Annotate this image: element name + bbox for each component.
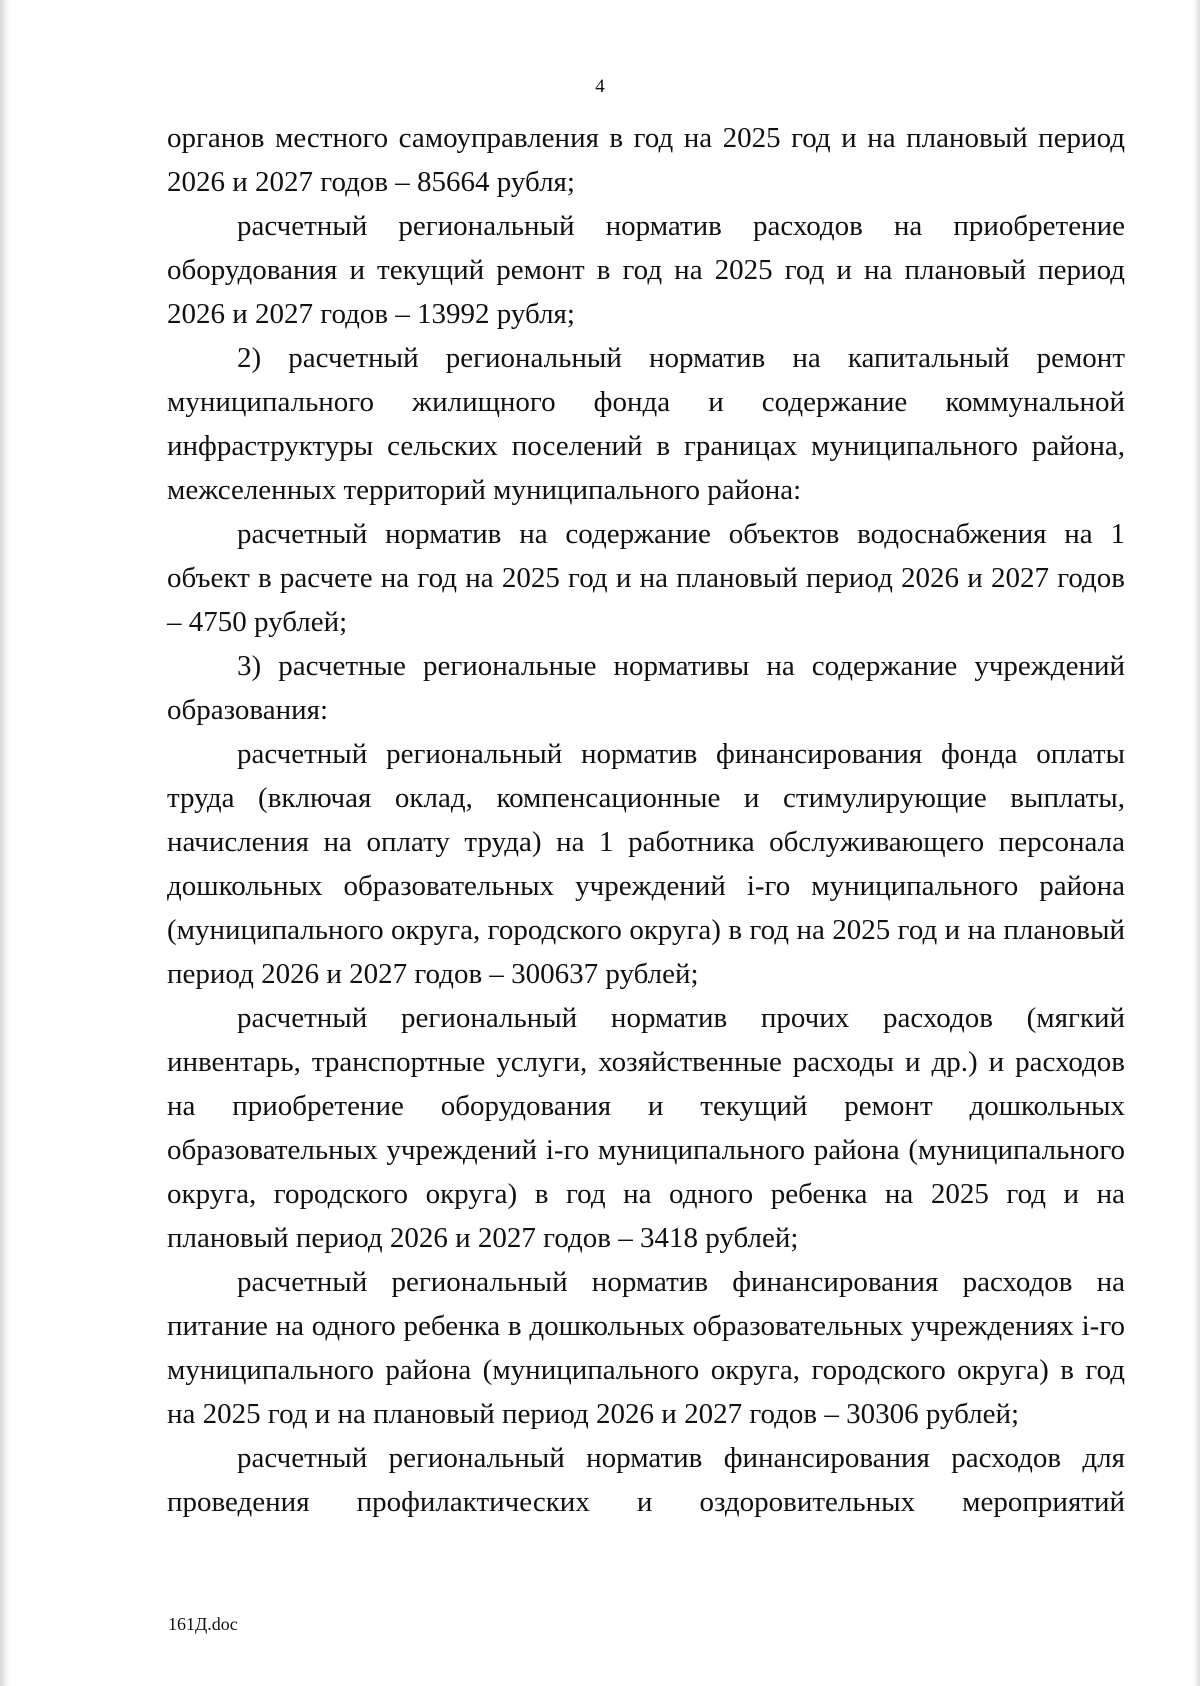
paragraph-7: расчетный региональный норматив прочих расходов (мягкий инвентарь, транспортные услуги, хозяйственные расходы и др.) и расходов на приобретение оборудования и текущий ремонт дошкольных образовательных учреждений i-го муниципального района (муниципального округа, городского округа) в год на одного ребенка на 2025 год и на плановый период 2026 и 2027 годов – 3418 рублей;: [167, 1002, 1125, 1254]
document-body: [167, 116, 1125, 1524]
paragraph-6: расчетный региональный норматив финансирования фонда оплаты труда (включая оклад, компенсационные и стимулирующие выплаты, начисления на оплату труда) на 1 работника обслуживающего персонала дошкольных образовательных учреждений i-го муниципального района (муниципального округа, городского округа) в год на 2025 год и на плановый период 2026 и 2027 годов – 300637 рублей;: [167, 738, 1125, 990]
scan-edge-left: [0, 0, 10, 1686]
paragraph-1: органов местного самоуправления в год на 2025 год и на плановый период 2026 и 2027 годов – 85664 рубля;: [167, 122, 1125, 198]
paragraph-5: 3) расчетные региональные нормативы на содержание учреждений образования:: [167, 650, 1125, 726]
paragraph-4: расчетный норматив на содержание объектов водоснабжения на 1 объект в расчете на год на 2025 год и на плановый период 2026 и 2027 годов – 4750 рублей;: [167, 518, 1125, 638]
paragraph-2: расчетный региональный норматив расходов на приобретение оборудования и текущий ремонт в год на 2025 год и на плановый период 2026 и 2027 годов – 13992 рубля;: [167, 210, 1125, 330]
paragraph-3: 2) расчетный региональный норматив на капитальный ремонт муниципального жилищного фонда и содержание коммунальной инфраструктуры сельских поселений в границах муниципального района, межселенных территорий муниципального района:: [167, 342, 1125, 506]
scan-edge-right: [1192, 0, 1200, 1686]
paragraph-9: расчетный региональный норматив финансирования расходов для проведения профилактических и оздоровительных мероприятий: [167, 1442, 1125, 1518]
footer-filename: 161Д.doc: [168, 1614, 238, 1634]
page-number: 4: [595, 76, 605, 97]
paragraph-8: расчетный региональный норматив финансирования расходов на питание на одного ребенка в дошкольных образовательных учреждениях i-го муниципального района (муниципального округа, городского округа) в год на 2025 год и на плановый период 2026 и 2027 годов – 30306 рублей;: [167, 1266, 1125, 1430]
